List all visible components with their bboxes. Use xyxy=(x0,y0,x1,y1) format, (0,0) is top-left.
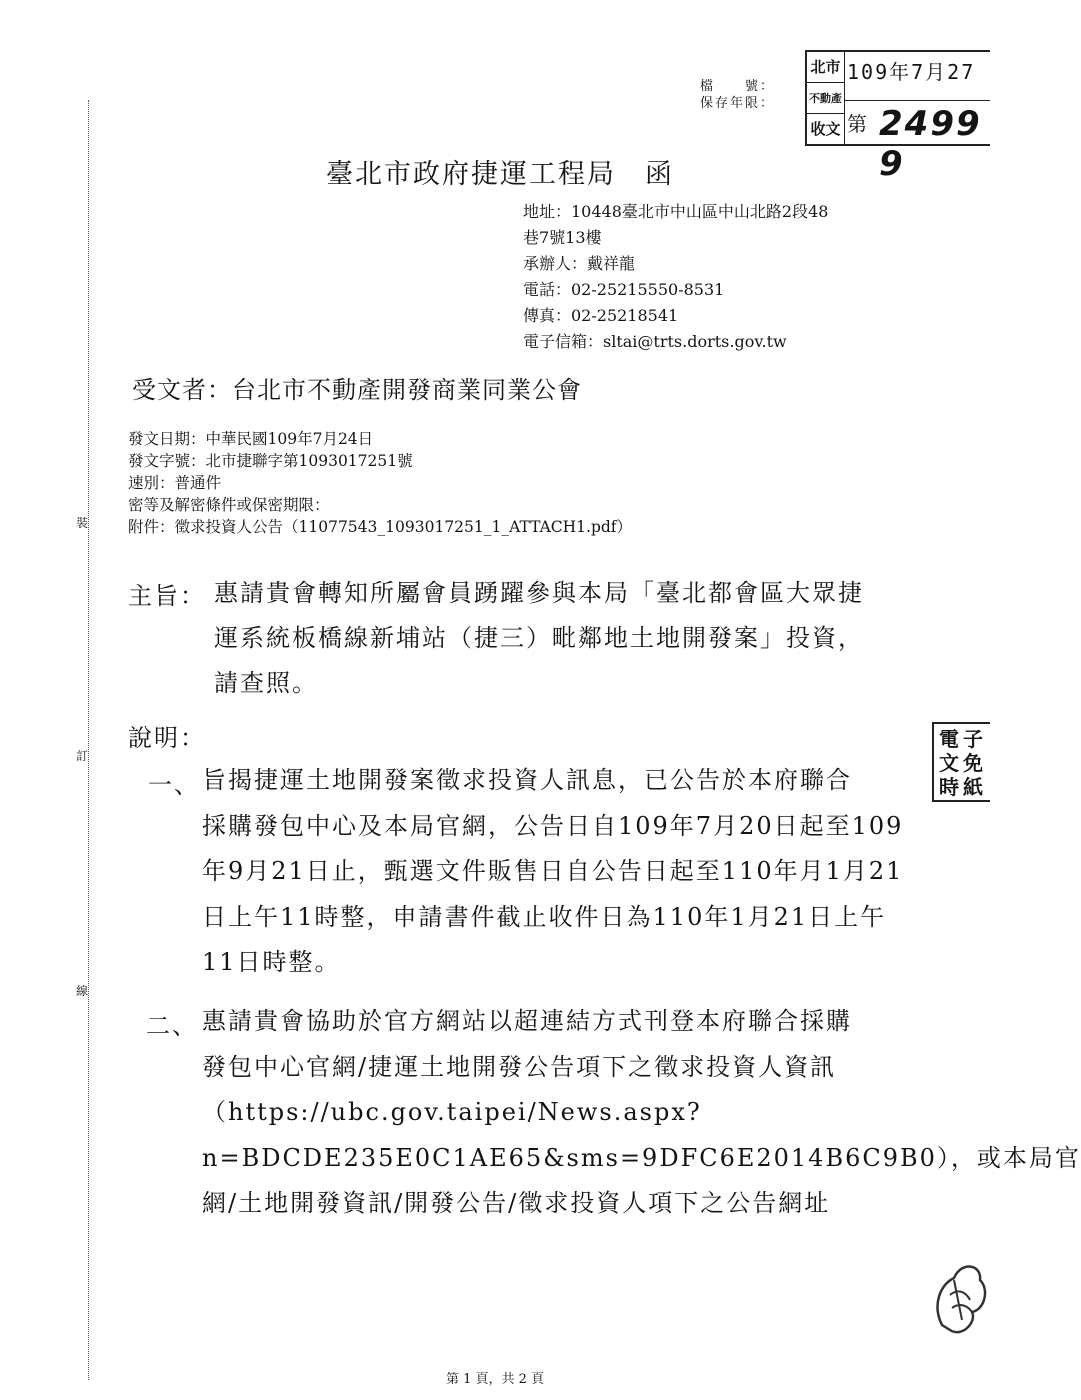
item-line: 日上午11時整，申請書件截止收件日為110年1月21日上午 xyxy=(202,902,887,931)
side-stamp-line: 時紙 xyxy=(939,775,987,799)
file-number-label: 檔 號： xyxy=(700,79,776,94)
stamp-date: 109年7月27 xyxy=(847,60,976,84)
recipient: 受文者：台北市不動產開發商業同業公會 xyxy=(132,376,582,404)
binding-mark: 訂 xyxy=(76,745,88,766)
explain-label: 說明： xyxy=(128,724,206,752)
stamp-cell: 收文 xyxy=(810,120,841,138)
contact-block xyxy=(523,199,828,355)
item-line: 網/土地開發資訊/開發公告/徵求投資人項下之公告網址 xyxy=(202,1189,831,1217)
item-line: n=BDCDE235E0C1AE65&sms=9DFC6E2014B6C9B0），或本局官 xyxy=(202,1143,1081,1172)
binding-mark: 線 xyxy=(76,980,88,1001)
stamp-cell: 北市 xyxy=(807,52,844,83)
attachment: 附件：徵求投資人公告（11077543_1093017251_1_ATTACH1.pdf） xyxy=(128,518,633,536)
stamp-number-label: 第 xyxy=(847,112,867,136)
side-stamp-line: 文免 xyxy=(939,751,987,775)
phone: 電話：02-25215550-8531 xyxy=(523,280,725,299)
seal-icon xyxy=(932,1250,990,1340)
item-line: 旨揭捷運土地開發案徵求投資人訊息，已公告於本府聯合 xyxy=(202,766,852,794)
subject-label: 主旨： xyxy=(128,582,206,610)
item-line: 發包中心官網/捷運土地開發公告項下之徵求投資人資訊 xyxy=(202,1052,837,1081)
speed: 速別：普通件 xyxy=(128,474,222,492)
side-stamp xyxy=(932,722,990,802)
address-line: 巷7號13樓 xyxy=(523,228,602,247)
item-line: 採購發包中心及本局官網，公告日自109年7月20日起至109 xyxy=(202,811,904,840)
email: 電子信箱：sltai@trts.dorts.gov.tw xyxy=(523,332,787,351)
receipt-stamp xyxy=(805,50,990,184)
document-number: 發文字號：北市捷聯字第1093017251號 xyxy=(128,452,413,470)
subject-line: 運系統板橋線新埔站（捷三）毗鄰地土地開發案」投資， xyxy=(214,624,864,652)
stamp-number: 2499 9 xyxy=(879,104,982,184)
item-text xyxy=(202,999,1081,1227)
fax: 傳真：02-25218541 xyxy=(523,306,679,325)
item-text xyxy=(202,758,904,986)
subject-text xyxy=(214,571,894,706)
item-line: 惠請貴會協助於官方網站以超連結方式刊登本府聯合採購 xyxy=(202,1007,852,1035)
side-stamp-line: 電子 xyxy=(939,727,987,751)
binding-mark: 裝 xyxy=(76,512,88,533)
binding-line xyxy=(88,100,89,1380)
item-number: 二、 xyxy=(146,1012,198,1040)
handler: 承辦人：戴祥龍 xyxy=(523,254,636,273)
item-line: 11日時整。 xyxy=(202,948,341,976)
retention-label: 保存年限： xyxy=(700,96,776,111)
page-footer: 第 1 頁，共 2 頁 xyxy=(445,1372,545,1387)
address-line: 地址：10448臺北市中山區中山北路2段48 xyxy=(523,202,829,221)
item-line: 年9月21日止，甄選文件販售日自公告日起至110年月1月21 xyxy=(202,857,904,885)
subject-line: 惠請貴會轉知所屬會員踴躍參與本局「臺北都會區大眾捷 xyxy=(214,579,864,607)
item-number: 一、 xyxy=(148,771,200,799)
secrecy: 密等及解密條件或保密期限： xyxy=(128,496,330,514)
document-title: 臺北市政府捷運工程局 函 xyxy=(326,159,674,190)
stamp-cell: 不動產 xyxy=(807,83,844,114)
document-meta xyxy=(128,428,632,538)
item-line: （https://ubc.gov.taipei/News.aspx? xyxy=(202,1098,702,1126)
subject-line: 請查照。 xyxy=(214,669,318,697)
archive-info xyxy=(700,78,775,112)
issue-date: 發文日期：中華民國109年7月24日 xyxy=(128,430,374,448)
